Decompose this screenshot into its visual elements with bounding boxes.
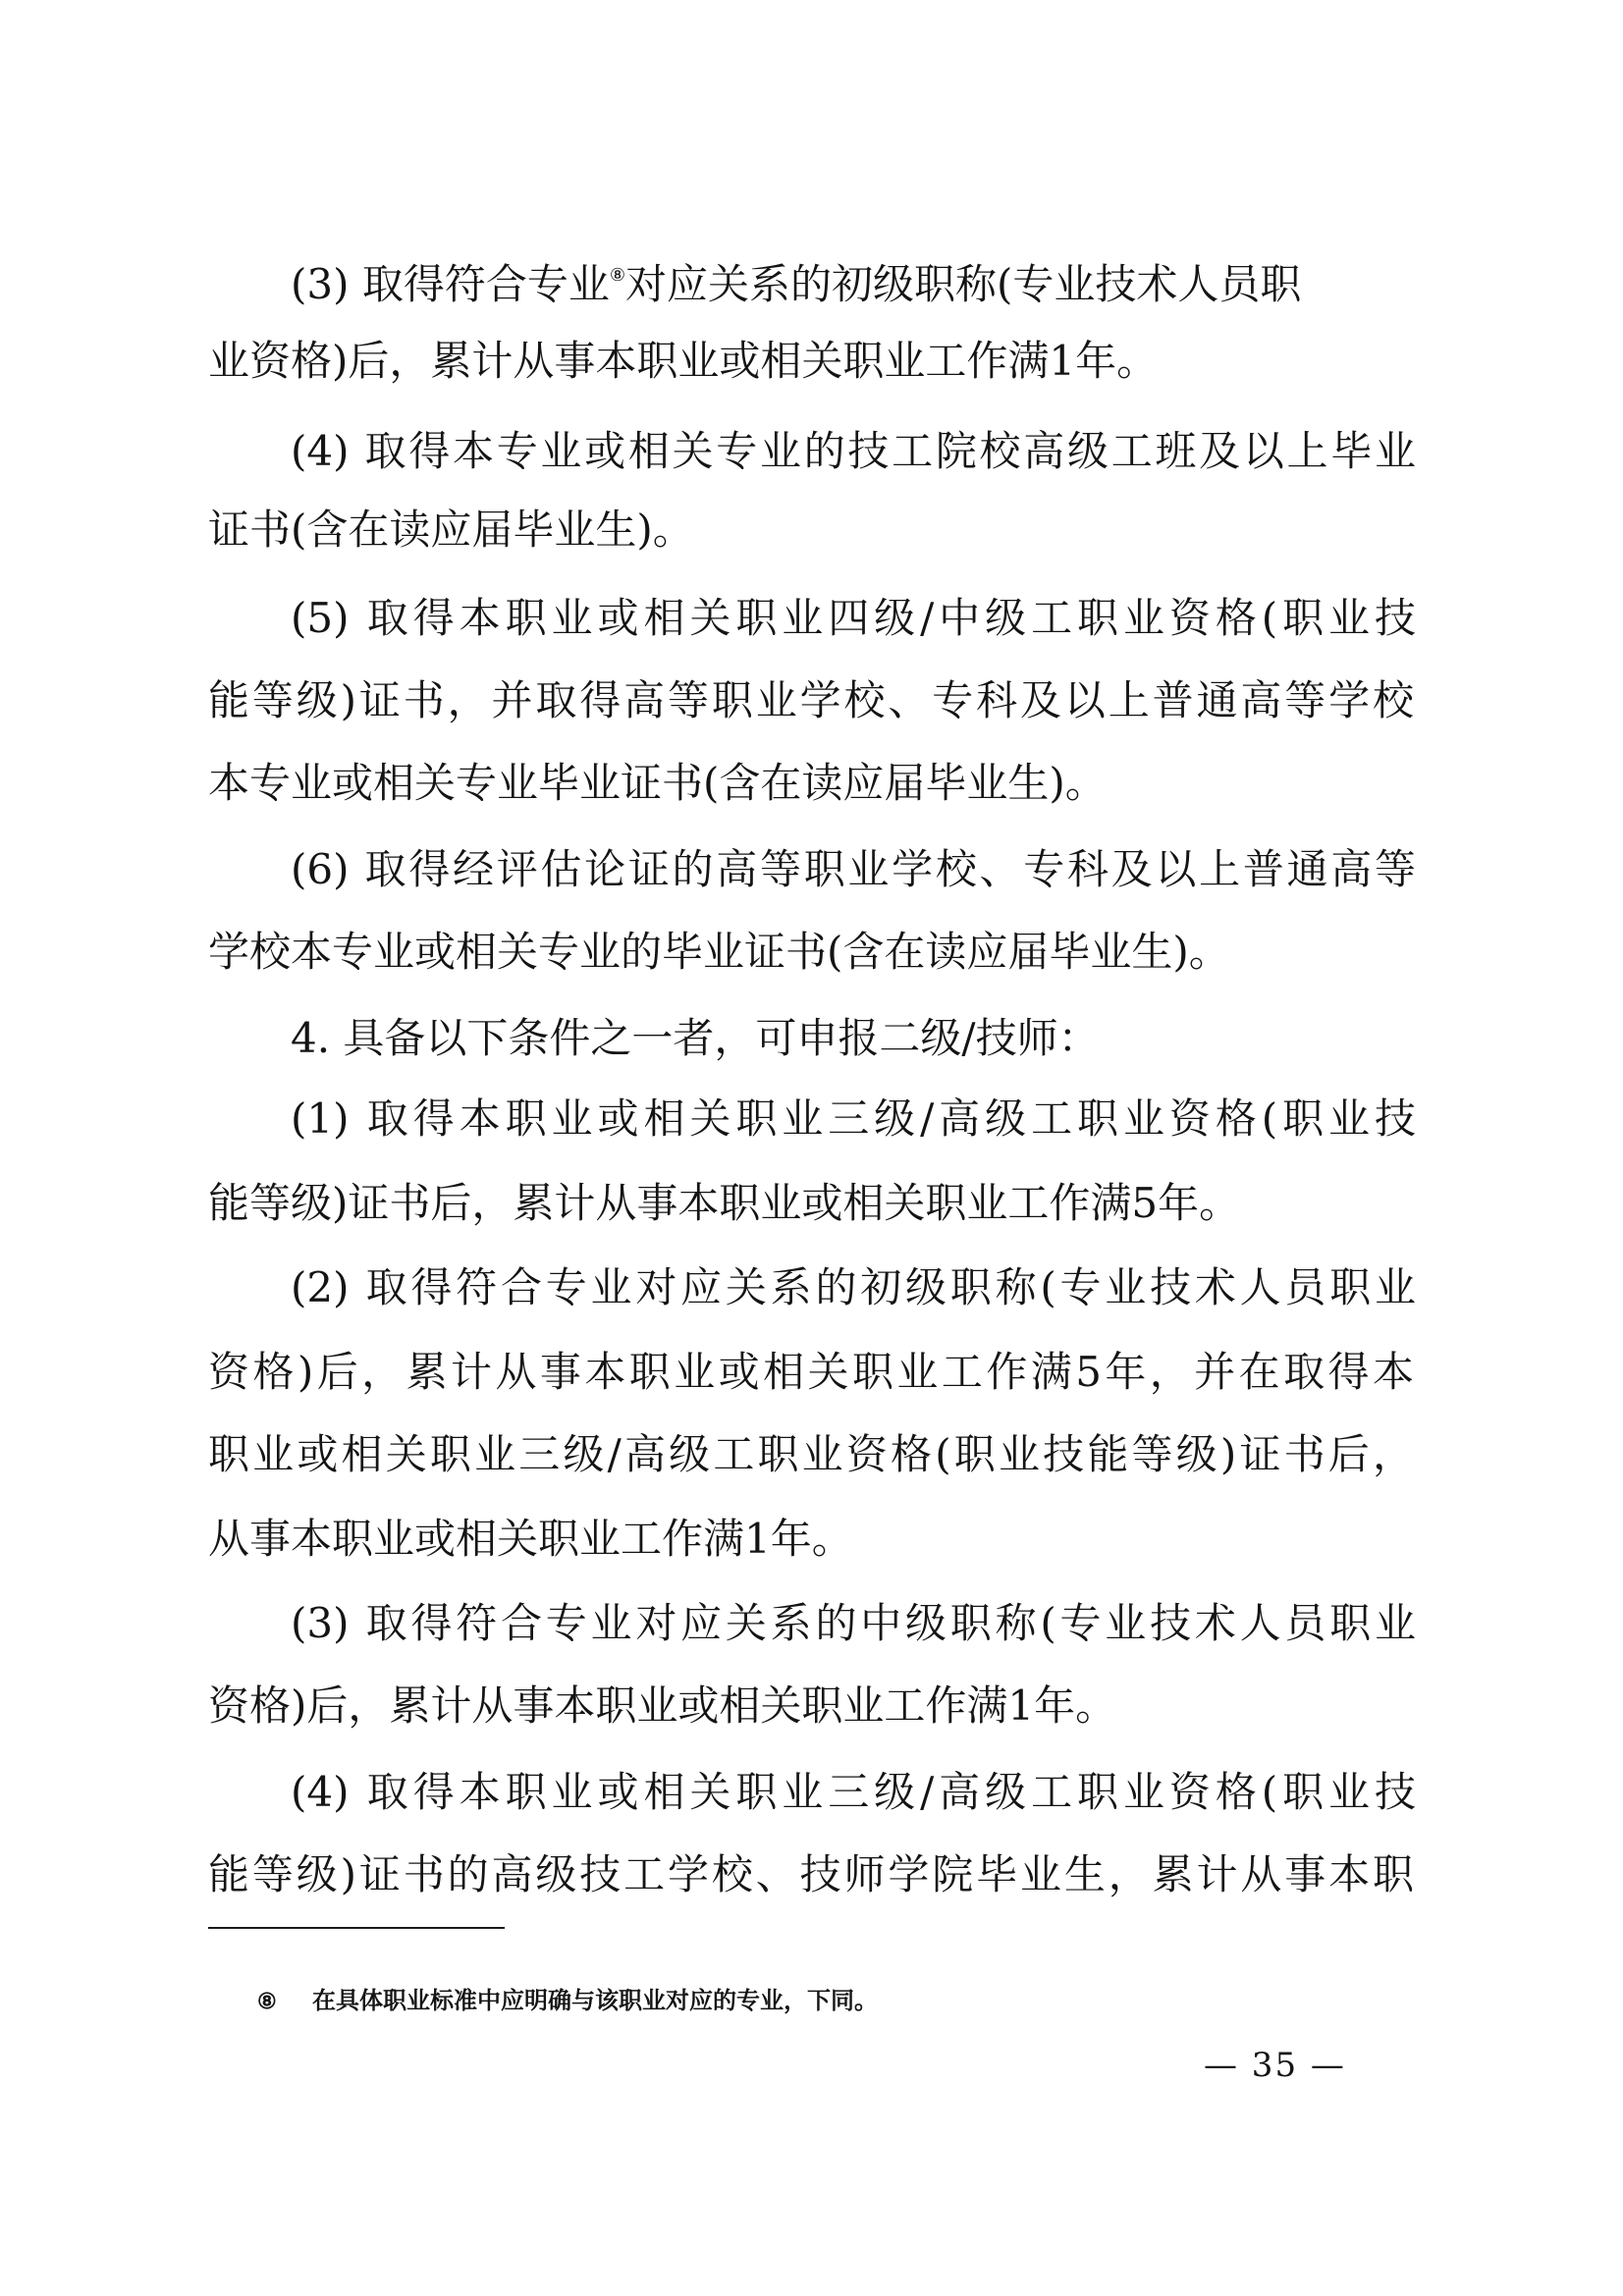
paragraph-line: 能等级)证书，并取得高等职业学校、专科及以上普通高等学校 — [208, 676, 1414, 724]
paragraph-line: 职业或相关职业三级/高级工职业资格(职业技能等级)证书后， — [208, 1430, 1414, 1478]
footnote-divider — [208, 1927, 505, 1929]
footnote-text: 在具体职业标准中应明确与该职业对应的专业，下同。 — [312, 1987, 878, 2014]
footnote-marker: ⑧ — [257, 1989, 277, 2014]
paragraph-line: 本专业或相关专业毕业证书(含在读应届毕业生)。 — [208, 759, 1107, 807]
paragraph-line: 证书(含在读应届毕业生)。 — [208, 506, 694, 554]
paragraph-line: (3) 取得符合专业⑧对应关系的初级职称(专业技术人员职 — [291, 260, 1302, 308]
footnote-reference: ⑧ — [609, 265, 625, 286]
page-number: — 35 — — [1204, 2046, 1346, 2085]
paragraph-line: (5) 取得本职业或相关职业四级/中级工职业资格(职业技 — [291, 594, 1416, 642]
paragraph-line: 能等级)证书的高级技工学校、技师学院毕业生，累计从事本职 — [208, 1850, 1414, 1898]
paragraph-line: (4) 取得本职业或相关职业三级/高级工职业资格(职业技 — [291, 1768, 1416, 1816]
paragraph-line: (4) 取得本专业或相关专业的技工院校高级工班及以上毕业 — [291, 427, 1416, 475]
paragraph-line: 业资格)后，累计从事本职业或相关职业工作满1年。 — [208, 337, 1159, 385]
paragraph-line: (2) 取得符合专业对应关系的初级职称(专业技术人员职业 — [291, 1263, 1416, 1311]
paragraph-line: 资格)后，累计从事本职业或相关职业工作满1年。 — [208, 1682, 1117, 1730]
paragraph-line: 从事本职业或相关职业工作满1年。 — [208, 1515, 853, 1563]
paragraph-line: 学校本专业或相关专业的毕业证书(含在读应届毕业生)。 — [208, 928, 1230, 976]
paragraph-line: (3) 取得符合专业对应关系的中级职称(专业技术人员职业 — [291, 1599, 1416, 1647]
section-heading: 4. 具备以下条件之一者，可申报二级/技师： — [291, 1014, 1100, 1062]
paragraph-line: 资格)后，累计从事本职业或相关职业工作满5年，并在取得本 — [208, 1348, 1414, 1396]
paragraph-line: (6) 取得经评估论证的高等职业学校、专科及以上普通高等 — [291, 845, 1416, 893]
paragraph-line: 能等级)证书后，累计从事本职业或相关职业工作满5年。 — [208, 1179, 1241, 1227]
paragraph-line: (1) 取得本职业或相关职业三级/高级工职业资格(职业技 — [291, 1095, 1416, 1143]
